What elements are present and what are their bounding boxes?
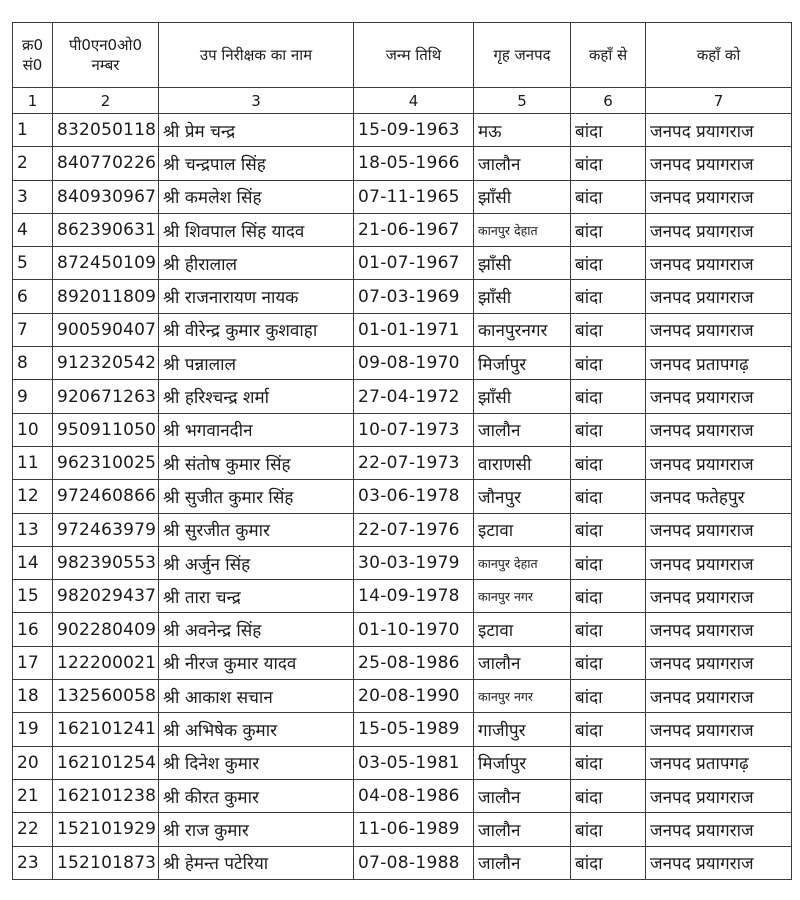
transfer-from-cell: बांदा	[571, 114, 646, 147]
column-number: 6	[571, 88, 646, 114]
serial-number-cell: 18	[13, 680, 53, 713]
date-of-birth-cell: 18-05-1966	[354, 147, 474, 180]
serial-number-cell: 11	[13, 446, 53, 479]
officer-name-cell: श्री अभिषेक कुमार	[159, 713, 354, 746]
transfer-from-cell: बांदा	[571, 347, 646, 380]
transfer-from-cell: बांदा	[571, 147, 646, 180]
transfer-from-cell: बांदा	[571, 280, 646, 313]
officer-name-cell: श्री सुरजीत कुमार	[159, 513, 354, 546]
date-of-birth-cell: 11-06-1989	[354, 813, 474, 846]
transfer-to-cell: जनपद प्रयागराज	[646, 446, 792, 479]
home-district-cell: जालौन	[474, 813, 571, 846]
transfer-to-cell: जनपद प्रतापगढ़	[646, 347, 792, 380]
transfer-to-cell: जनपद प्रतापगढ़	[646, 746, 792, 779]
transfer-to-cell: जनपद प्रयागराज	[646, 513, 792, 546]
date-of-birth-cell: 01-07-1967	[354, 247, 474, 280]
pno-number-cell: 122200021	[53, 646, 159, 679]
home-district-cell: जालौन	[474, 413, 571, 446]
serial-number-cell: 7	[13, 313, 53, 346]
pno-number-cell: 982390553	[53, 546, 159, 579]
table-row	[13, 746, 792, 779]
serial-number-cell: 17	[13, 646, 53, 679]
pno-number-cell: 920671263	[53, 380, 159, 413]
column-number: 3	[159, 88, 354, 114]
table-row	[13, 213, 792, 246]
table-row	[13, 446, 792, 479]
officer-name-cell: श्री अवनेन्द्र सिंह	[159, 613, 354, 646]
home-district-cell: कानपुर नगर	[474, 580, 571, 613]
home-district-cell: कानपुर देहात	[474, 213, 571, 246]
table-row	[13, 546, 792, 579]
transfer-to-cell: जनपद प्रयागराज	[646, 413, 792, 446]
officer-name-cell: श्री वीरेन्द्र कुमार कुशवाहा	[159, 313, 354, 346]
home-district-cell: इटावा	[474, 613, 571, 646]
transfer-to-cell: जनपद प्रयागराज	[646, 580, 792, 613]
transfer-from-cell: बांदा	[571, 446, 646, 479]
transfer-from-cell: बांदा	[571, 613, 646, 646]
date-of-birth-cell: 27-04-1972	[354, 380, 474, 413]
home-district-cell: जालौन	[474, 147, 571, 180]
column-number: 1	[13, 88, 53, 114]
date-of-birth-cell: 15-05-1989	[354, 713, 474, 746]
table-row	[13, 347, 792, 380]
table-row	[13, 680, 792, 713]
serial-number-cell: 14	[13, 546, 53, 579]
home-district-cell: इटावा	[474, 513, 571, 546]
transfer-to-cell: जनपद प्रयागराज	[646, 280, 792, 313]
home-district-cell: मऊ	[474, 114, 571, 147]
transfer-to-cell: जनपद प्रयागराज	[646, 147, 792, 180]
home-district-cell: गाजीपुर	[474, 713, 571, 746]
serial-number-cell: 1	[13, 114, 53, 147]
table-row	[13, 480, 792, 513]
transfer-to-cell: जनपद प्रयागराज	[646, 779, 792, 812]
date-of-birth-cell: 21-06-1967	[354, 213, 474, 246]
table-row	[13, 813, 792, 846]
home-district-cell: झाँसी	[474, 380, 571, 413]
table-row	[13, 846, 792, 879]
table-row	[13, 513, 792, 546]
pno-number-cell: 902280409	[53, 613, 159, 646]
officer-name-cell: श्री कीरत कुमार	[159, 779, 354, 812]
serial-number-cell: 4	[13, 213, 53, 246]
officer-name-cell: श्री हेमन्त पटेरिया	[159, 846, 354, 879]
column-number: 7	[646, 88, 792, 114]
transfer-from-cell: बांदा	[571, 180, 646, 213]
pno-number-cell: 862390631	[53, 213, 159, 246]
officer-name-cell: श्री चन्द्रपाल सिंह	[159, 147, 354, 180]
table-row	[13, 713, 792, 746]
pno-number-cell: 950911050	[53, 413, 159, 446]
transfer-from-cell: बांदा	[571, 646, 646, 679]
header-home-district: गृह जनपद	[474, 23, 571, 88]
officer-name-cell: श्री राज कुमार	[159, 813, 354, 846]
serial-number-cell: 19	[13, 713, 53, 746]
pno-number-cell: 982029437	[53, 580, 159, 613]
transfer-from-cell: बांदा	[571, 813, 646, 846]
table-row	[13, 313, 792, 346]
home-district-cell: मिर्जापुर	[474, 746, 571, 779]
transfer-to-cell: जनपद प्रयागराज	[646, 213, 792, 246]
pno-number-cell: 152101929	[53, 813, 159, 846]
home-district-cell: वाराणसी	[474, 446, 571, 479]
table-row	[13, 280, 792, 313]
transfer-to-cell: जनपद प्रयागराज	[646, 180, 792, 213]
transfer-to-cell: जनपद प्रयागराज	[646, 680, 792, 713]
serial-number-cell: 10	[13, 413, 53, 446]
officer-name-cell: श्री प्रेम चन्द्र	[159, 114, 354, 147]
officer-name-cell: श्री राजनारायण नायक	[159, 280, 354, 313]
serial-number-cell: 13	[13, 513, 53, 546]
pno-number-cell: 840930967	[53, 180, 159, 213]
officer-name-cell: श्री अर्जुन सिंह	[159, 546, 354, 579]
home-district-cell: कानपुर नगर	[474, 680, 571, 713]
table-row	[13, 413, 792, 446]
header-pno-number: पी0एन0ओ0 नम्बर	[53, 23, 159, 88]
date-of-birth-cell: 22-07-1973	[354, 446, 474, 479]
serial-number-cell: 23	[13, 846, 53, 879]
pno-number-cell: 162101241	[53, 713, 159, 746]
header-date-of-birth: जन्म तिथि	[354, 23, 474, 88]
transfer-to-cell: जनपद प्रयागराज	[646, 546, 792, 579]
date-of-birth-cell: 03-05-1981	[354, 746, 474, 779]
home-district-cell: जौनपुर	[474, 480, 571, 513]
officer-name-cell: श्री नीरज कुमार यादव	[159, 646, 354, 679]
transfer-from-cell: बांदा	[571, 513, 646, 546]
serial-number-cell: 8	[13, 347, 53, 380]
home-district-cell: कानपुर देहात	[474, 546, 571, 579]
transfer-from-cell: बांदा	[571, 546, 646, 579]
column-number: 2	[53, 88, 159, 114]
transfer-from-cell: बांदा	[571, 247, 646, 280]
serial-number-cell: 16	[13, 613, 53, 646]
date-of-birth-cell: 25-08-1986	[354, 646, 474, 679]
table-row	[13, 580, 792, 613]
pno-number-cell: 832050118	[53, 114, 159, 147]
table-row	[13, 646, 792, 679]
officer-name-cell: श्री हरिश्चन्द्र शर्मा	[159, 380, 354, 413]
home-district-cell: मिर्जापुर	[474, 347, 571, 380]
column-number: 5	[474, 88, 571, 114]
date-of-birth-cell: 14-09-1978	[354, 580, 474, 613]
serial-number-cell: 15	[13, 580, 53, 613]
date-of-birth-cell: 09-08-1970	[354, 347, 474, 380]
home-district-cell: झाँसी	[474, 280, 571, 313]
table-row	[13, 779, 792, 812]
home-district-cell: कानपुरनगर	[474, 313, 571, 346]
date-of-birth-cell: 03-06-1978	[354, 480, 474, 513]
date-of-birth-cell: 22-07-1976	[354, 513, 474, 546]
pno-number-cell: 872450109	[53, 247, 159, 280]
serial-number-cell: 2	[13, 147, 53, 180]
serial-number-cell: 6	[13, 280, 53, 313]
date-of-birth-cell: 07-03-1969	[354, 280, 474, 313]
date-of-birth-cell: 01-01-1971	[354, 313, 474, 346]
pno-number-cell: 972463979	[53, 513, 159, 546]
transfer-to-cell: जनपद प्रयागराज	[646, 813, 792, 846]
officer-name-cell: श्री संतोष कुमार सिंह	[159, 446, 354, 479]
officer-name-cell: श्री शिवपाल सिंह यादव	[159, 213, 354, 246]
transfer-to-cell: जनपद प्रयागराज	[646, 380, 792, 413]
serial-number-cell: 5	[13, 247, 53, 280]
officer-name-cell: श्री भगवानदीन	[159, 413, 354, 446]
transfer-to-cell: जनपद प्रयागराज	[646, 313, 792, 346]
transfer-to-cell: जनपद फतेहपुर	[646, 480, 792, 513]
transfer-from-cell: बांदा	[571, 779, 646, 812]
transfer-from-cell: बांदा	[571, 846, 646, 879]
pno-number-cell: 972460866	[53, 480, 159, 513]
serial-number-cell: 12	[13, 480, 53, 513]
officer-name-cell: श्री तारा चन्द्र	[159, 580, 354, 613]
pno-number-cell: 840770226	[53, 147, 159, 180]
transfer-to-cell: जनपद प्रयागराज	[646, 846, 792, 879]
table-row	[13, 613, 792, 646]
officer-name-cell: श्री दिनेश कुमार	[159, 746, 354, 779]
header-serial-number: क्र0 सं0	[13, 23, 53, 88]
transfer-to-cell: जनपद प्रयागराज	[646, 713, 792, 746]
home-district-cell: झाँसी	[474, 180, 571, 213]
header-officer-name: उप निरीक्षक का नाम	[159, 23, 354, 88]
officer-name-cell: श्री हीरालाल	[159, 247, 354, 280]
table-row	[13, 147, 792, 180]
transfer-from-cell: बांदा	[571, 713, 646, 746]
date-of-birth-cell: 30-03-1979	[354, 546, 474, 579]
table-row	[13, 380, 792, 413]
transfer-to-cell: जनपद प्रयागराज	[646, 114, 792, 147]
date-of-birth-cell: 20-08-1990	[354, 680, 474, 713]
header-transfer-to: कहाँ को	[646, 23, 792, 88]
date-of-birth-cell: 07-11-1965	[354, 180, 474, 213]
officer-name-cell: श्री पन्नालाल	[159, 347, 354, 380]
serial-number-cell: 20	[13, 746, 53, 779]
date-of-birth-cell: 15-09-1963	[354, 114, 474, 147]
transfer-to-cell: जनपद प्रयागराज	[646, 613, 792, 646]
date-of-birth-cell: 04-08-1986	[354, 779, 474, 812]
serial-number-cell: 9	[13, 380, 53, 413]
date-of-birth-cell: 07-08-1988	[354, 846, 474, 879]
serial-number-cell: 21	[13, 779, 53, 812]
header-transfer-from: कहाँ से	[571, 23, 646, 88]
table-row	[13, 114, 792, 147]
pno-number-cell: 892011809	[53, 280, 159, 313]
officer-name-cell: श्री कमलेश सिंह	[159, 180, 354, 213]
transfer-to-cell: जनपद प्रयागराज	[646, 247, 792, 280]
transfer-from-cell: बांदा	[571, 413, 646, 446]
officer-name-cell: श्री आकाश सचान	[159, 680, 354, 713]
pno-number-cell: 132560058	[53, 680, 159, 713]
transfer-from-cell: बांदा	[571, 746, 646, 779]
officer-name-cell: श्री सुजीत कुमार सिंह	[159, 480, 354, 513]
date-of-birth-cell: 10-07-1973	[354, 413, 474, 446]
home-district-cell: झाँसी	[474, 247, 571, 280]
transfer-from-cell: बांदा	[571, 380, 646, 413]
home-district-cell: जालौन	[474, 846, 571, 879]
pno-number-cell: 900590407	[53, 313, 159, 346]
header-row	[13, 23, 792, 88]
transfer-from-cell: बांदा	[571, 680, 646, 713]
column-number: 4	[354, 88, 474, 114]
transfer-from-cell: बांदा	[571, 580, 646, 613]
serial-number-cell: 3	[13, 180, 53, 213]
transfer-from-cell: बांदा	[571, 213, 646, 246]
pno-number-cell: 912320542	[53, 347, 159, 380]
date-of-birth-cell: 01-10-1970	[354, 613, 474, 646]
home-district-cell: जालौन	[474, 779, 571, 812]
pno-number-cell: 162101238	[53, 779, 159, 812]
transfer-to-cell: जनपद प्रयागराज	[646, 646, 792, 679]
table-row	[13, 247, 792, 280]
transfer-from-cell: बांदा	[571, 480, 646, 513]
serial-number-cell: 22	[13, 813, 53, 846]
pno-number-cell: 152101873	[53, 846, 159, 879]
transfer-from-cell: बांदा	[571, 313, 646, 346]
pno-number-cell: 162101254	[53, 746, 159, 779]
column-number-row	[13, 88, 792, 114]
home-district-cell: जालौन	[474, 646, 571, 679]
transfer-list-table	[12, 22, 792, 880]
pno-number-cell: 962310025	[53, 446, 159, 479]
table-row	[13, 180, 792, 213]
